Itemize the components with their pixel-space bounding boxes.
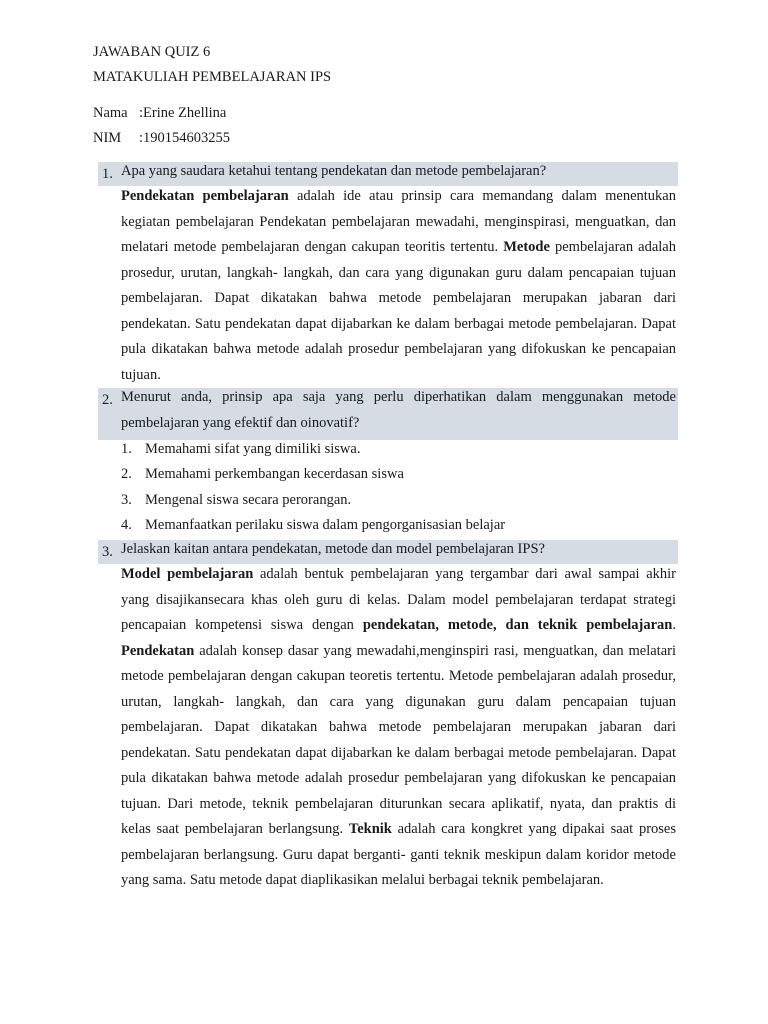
answer-3-term-teknik: Teknik <box>348 821 392 837</box>
list-item-3-number: 3. <box>121 492 132 508</box>
doc-title: JAWABAN QUIZ 6 <box>93 44 211 60</box>
nim-label: NIM <box>93 130 122 146</box>
answer-3-text-a: adalah bentuk pembelajaran yang tergambar dari awal sampai akhir yang disajikansecara khas oleh guru di kelas. Dalam model pembelajaran terdapat strategi pencapaian kompetensi siswa dengan <box>121 566 677 633</box>
question-1-number: 1. <box>102 166 113 182</box>
list-item-1-text: Memahami sifat yang dimiliki siswa. <box>145 441 361 457</box>
question-1-text: Apa yang saudara ketahui tentang pendekatan dan metode pembelajaran? <box>121 163 547 179</box>
course-title: MATAKULIAH PEMBELAJARAN IPS <box>93 69 332 85</box>
nim-row <box>93 129 230 147</box>
answer-1-term-pendekatan: Pendekatan pembelajaran <box>121 188 289 204</box>
list-item-2-number: 2. <box>121 466 132 482</box>
answer-3-text-d: adalah cara kongkret yang dipakai saat proses pembelajaran berlangsung. Guru dapat berganti- ganti teknik meskipun dalam koridor metode yang sama. Satu metode dapat diaplikasikan melalui berbagai teknik pembelajaran. <box>121 821 676 888</box>
answer-1-text-a: adalah ide atau prinsip cara memandang dalam menentukan kegiatan pembelajaran Pendekatan pembelajaran mewadahi, menginspirasi, menguatkan, dan melatari metode pembelajaran dengan cakupan teoritis tertentu. <box>121 188 676 255</box>
answer-3-text-b: . <box>672 617 676 633</box>
answer-1-term-metode: Metode <box>503 239 550 255</box>
list-item-4-number: 4. <box>121 517 132 533</box>
question-3-text: Jelaskan kaitan antara pendekatan, metode dan model pembelajaran IPS? <box>121 541 545 557</box>
answer-1-text-b: pembelajaran adalah prosedur, urutan, langkah- langkah, dan cara yang digunakan guru dalam pencapaian tujuan pembelajaran. Dapat dikatakan bahwa metode pembelajaran merupakan jabaran dari pendekatan. Satu pendekatan dapat dijabarkan ke dalam berbagai metode pembelajaran. Dapat pula dikatakan bahwa metode adalah prosedur pembelajaran yang difokuskan ke pencapaian tujuan. <box>121 239 676 383</box>
list-item-4-text: Memanfaatkan perilaku siswa dalam pengorganisasian belajar <box>145 517 506 533</box>
list-item-1-number: 1. <box>121 441 132 457</box>
answer-1-paragraph <box>121 184 676 388</box>
answer-3-term-pendekatan: Pendekatan <box>121 642 195 659</box>
answer-3-text-c: adalah konsep dasar yang mewadahi,menginspiri rasi, menguatkan, dan melatari metode pembelajaran dengan cakupan teoretis tertentu. Metode pembelajaran adalah prosedur, urutan, langkah- langkah, dan cara yang digunakan guru dalam pencapaian tujuan pembelajaran. Dapat dikatakan bahwa metode pembelajaran merupakan jabaran dari pendekatan. Satu pendekatan dapat dijabarkan ke dalam berbagai metode pembelajaran. Dapat pula dikatakan bahwa metode adalah prosedur pembelajaran yang difokuskan ke pencapaian tujuan. Dari metode, teknik pembelajaran diturunkan secara aplikatif, nyata, dan praktis di kelas saat pembelajaran berlangsung. <box>121 642 676 837</box>
name-value: :Erine Zhellina <box>139 105 227 121</box>
list-item-3-text: Mengenal siswa secara perorangan. <box>145 492 352 508</box>
nim-value: :190154603255 <box>139 130 231 146</box>
name-label: Nama <box>93 105 128 121</box>
answer-3-term-model: Model pembelajaran <box>121 566 254 582</box>
question-2-text: Menurut anda, prinsip apa saja yang perlu diperhatikan dalam menggunakan metode pembelajaran yang efektif dan oinovatif? <box>121 389 676 431</box>
question-2-number: 2. <box>102 392 113 408</box>
name-row <box>93 104 226 122</box>
answer-3-term-pmt: pendekatan, metode, dan teknik pembelajaran <box>362 617 673 633</box>
list-item-2-text: Memahami perkembangan kecerdasan siswa <box>145 466 404 482</box>
question-3-number: 3. <box>102 544 113 560</box>
answer-3-paragraph <box>121 562 676 894</box>
